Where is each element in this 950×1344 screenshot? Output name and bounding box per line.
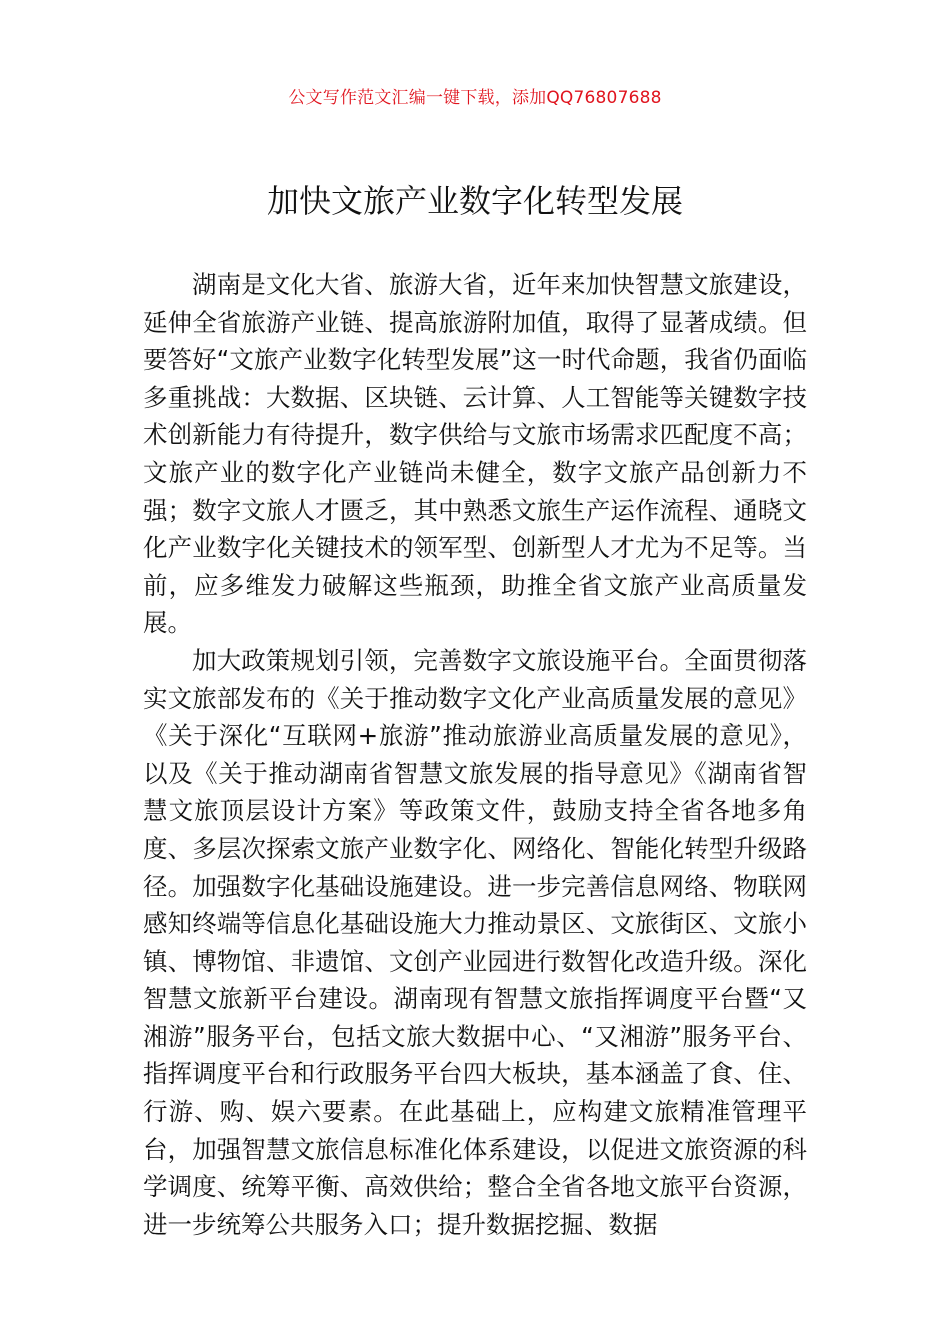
body-paragraph-1: 湖南是文化大省、旅游大省，近年来加快智慧文旅建设，延伸全省旅游产业链、提高旅游附加值，取得了显著成绩。但要答好“文旅产业数字化转型发展”这一时代命题，我省仍面临多重挑战：大数据、区块链、云计算、人工智能等关键数字技术创新能力有待提升，数字供给与文旅市场需求匹配度不高；文旅产业的数字化产业链尚未健全，数字文旅产品创新力不强；数字文旅人才匮乏，其中熟悉文旅生产运作流程、通晓文化产业数字化关键技术的领军型、创新型人才尤为不足等。当前，应多维发力破解这些瓶颈，助推全省文旅产业高质量发展。 [143, 270, 807, 638]
header-promo-note: 公文写作范文汇编一键下载，添加QQ76807688 [288, 88, 662, 108]
body-paragraph-2: 加大政策规划引领，完善数字文旅设施平台。全面贯彻落实文旅部发布的《关于推动数字文化产业高质量发展的意见》《关于深化“互联网+旅游”推动旅游业高质量发展的意见》，以及《关于推动湖南省智慧文旅发展的指导意见》《湖南省智慧文旅顶层设计方案》等政策文件，鼓励支持全省各地多角度、多层次探索文旅产业数字化、网络化、智能化转型升级路径。加强数字化基础设施建设。进一步完善信息网络、物联网感知终端等信息化基础设施大力推动景区、文旅街区、文旅小镇、博物馆、非遗馆、文创产业园进行数智化改造升级。深化智慧文旅新平台建设。湖南现有智慧文旅指挥调度平台暨“又湘游”服务平台，包括文旅大数据中心、“又湘游”服务平台、指挥调度平台和行政服务平台四大板块，基本涵盖了食、住、行游、购、娱六要素。在此基础上，应构建文旅精准管理平台，加强智慧文旅信息标准化体系建设，以促进文旅资源的科学调度、统筹平衡、高效供给；整合全省各地文旅平台资源，进一步统筹公共服务入口；提升数据挖掘、数据 [143, 645, 807, 1239]
document-body [143, 266, 807, 1243]
document-title: 加快文旅产业数字化转型发展 [266, 182, 683, 220]
